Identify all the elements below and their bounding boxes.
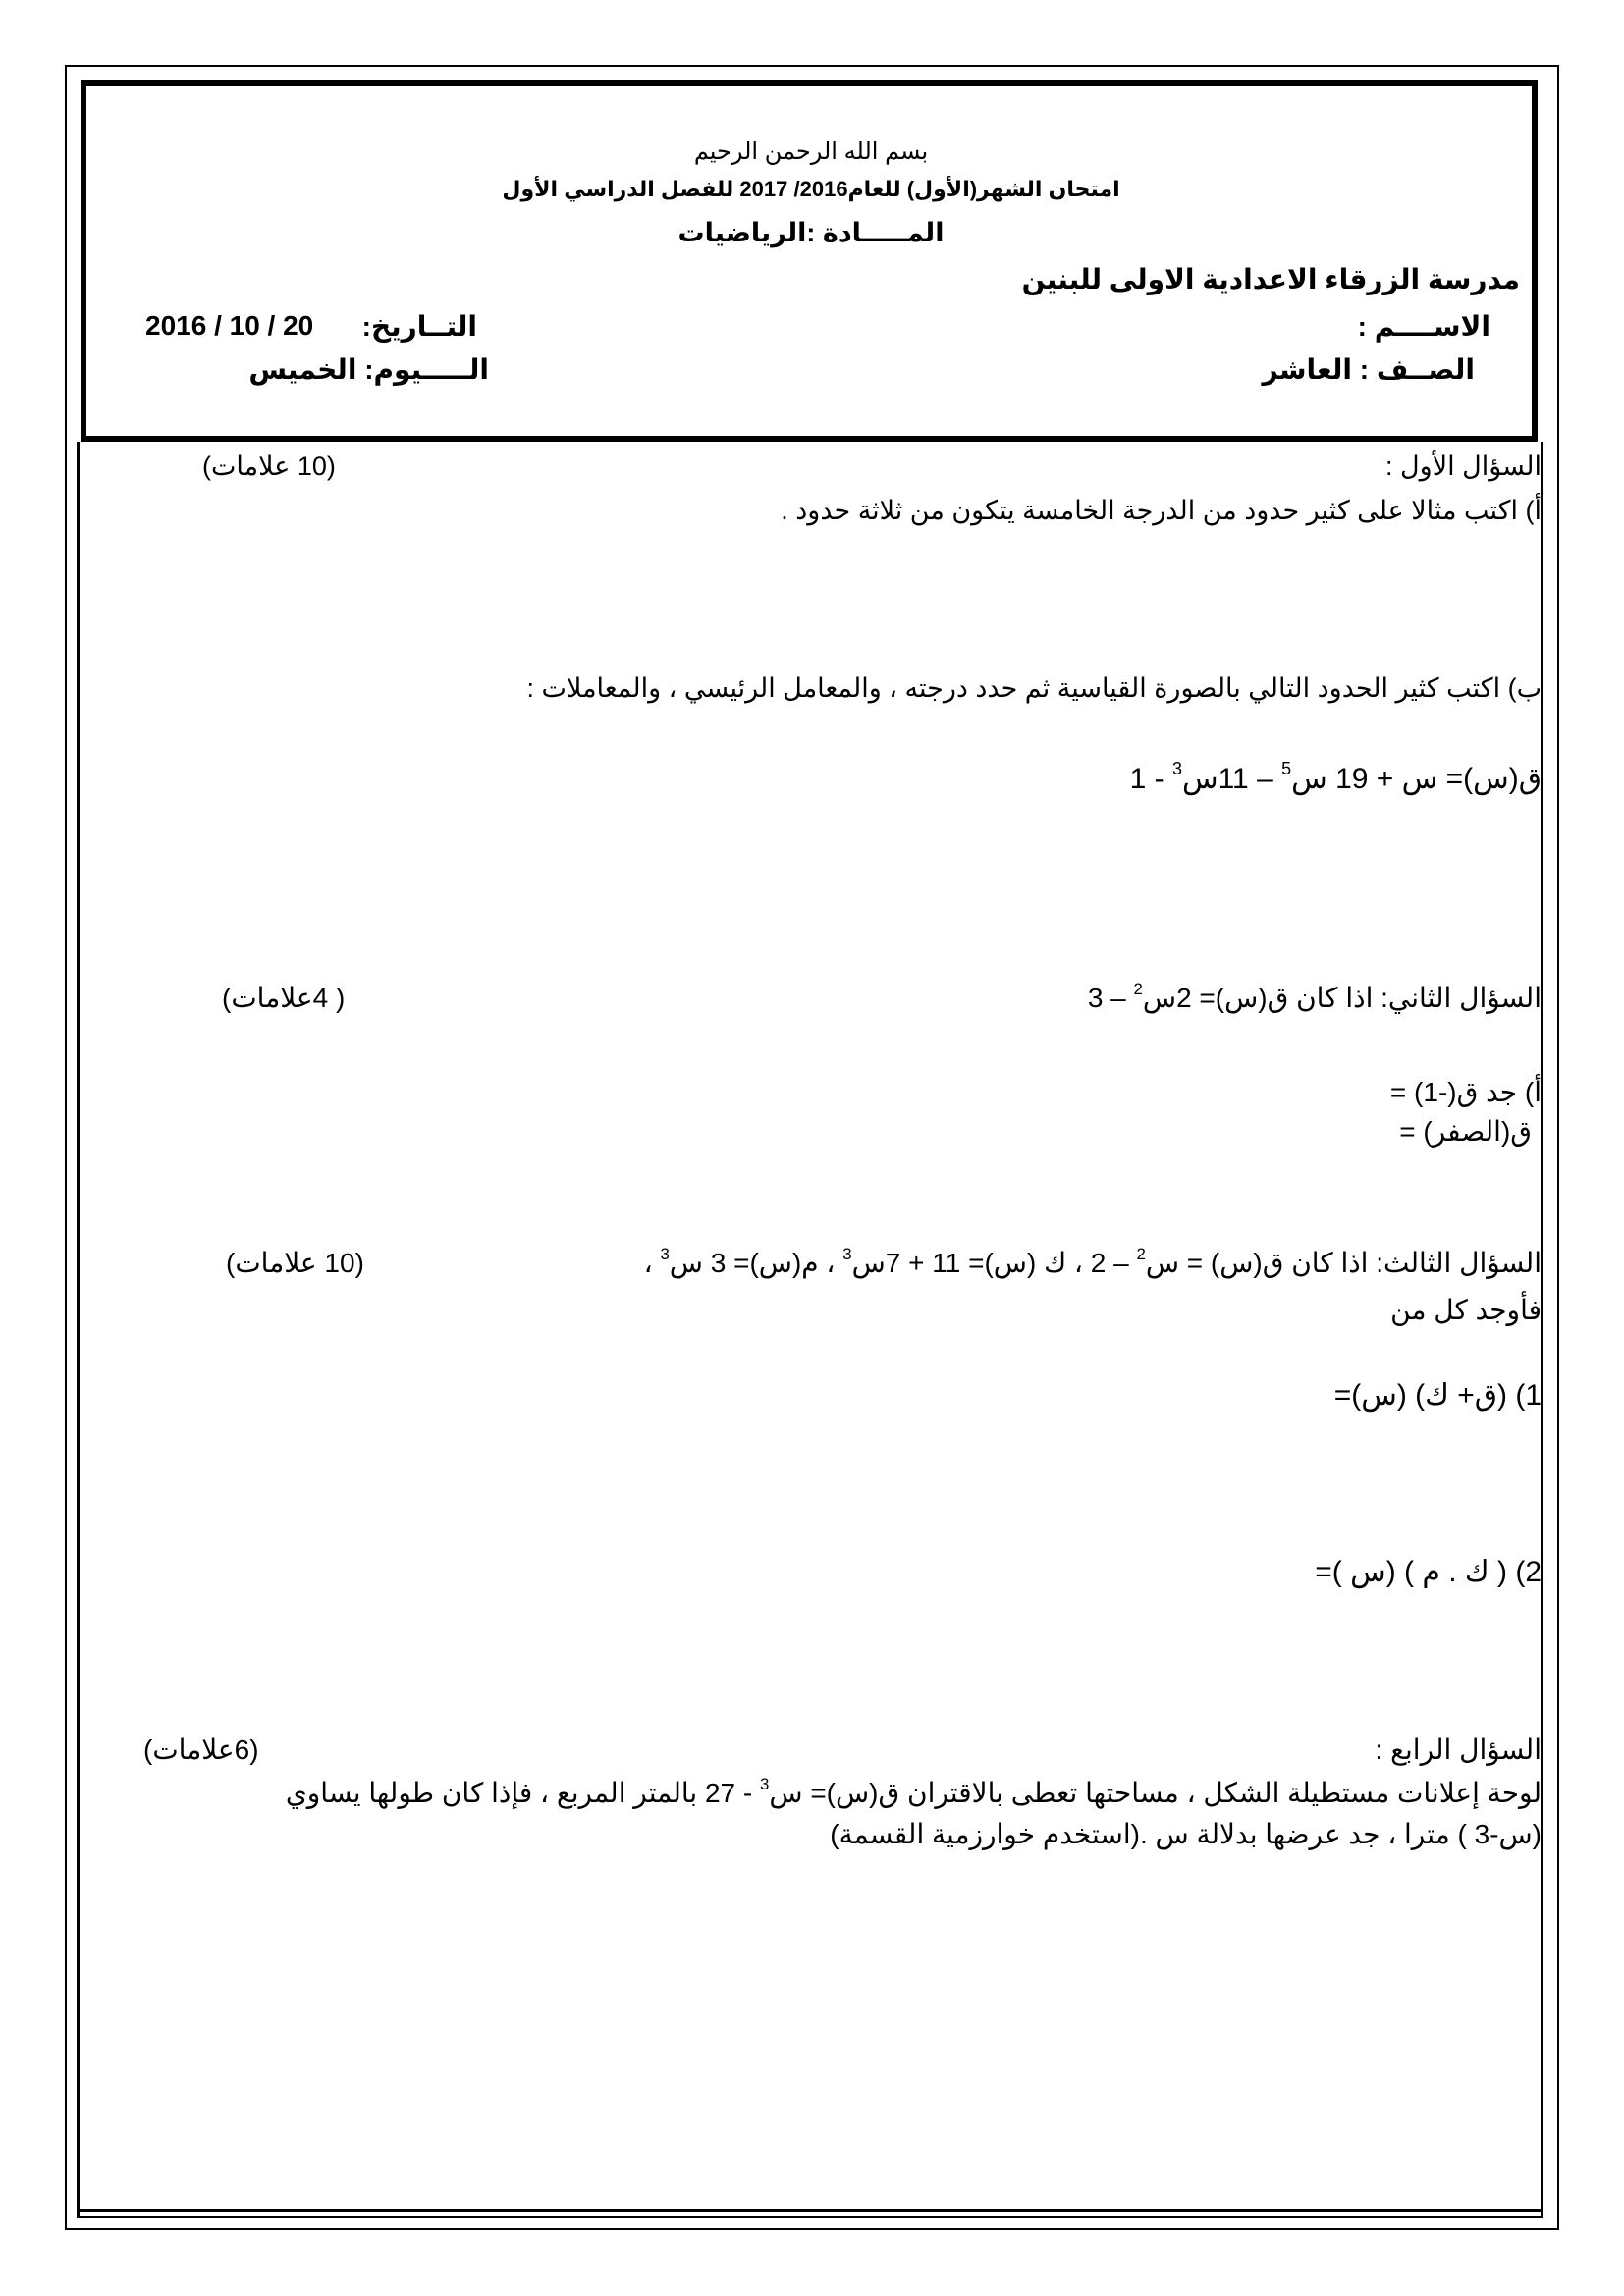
exam-title: امتحان الشهر(الأول) للعام2016/ 2017 للفصل الدراسي الأول [502,177,1120,201]
school-name: مدرسة الزرقاء الاعدادية الاولى للبنين [1021,264,1520,294]
q4-line-2: (س-3 ) مترا ، جد عرضها بدلالة س .(استخدم خوارزمية القسمة) [830,1819,1542,1849]
q1-part-b: ب) اكتب كثير الحدود التالي بالصورة القياسية ثم حدد درجته ، والمعامل الرئيسي ، والمعاملات : [526,673,1542,703]
q2-title: السؤال الثاني: اذا كان ق(س)= 2س$^2$ – 3 [1087,980,1542,1013]
q4-marks: (6علامات) [143,1735,259,1765]
q1-title: السؤال الأول : [1385,452,1542,481]
basmala: بسم الله الرحمن الرحيم [693,138,929,165]
q4-title: السؤال الرابع : [1375,1735,1542,1765]
exam-header-box [81,80,1538,442]
q3-item-1: 1) (ق+ ك) (س)= [1333,1379,1542,1412]
q1-polynomial: ق(س)= س + 19 س$^5$ – 11س$^3$ - 1 [1129,759,1542,795]
q4-line-1: لوحة إعلانات مستطيلة الشكل ، مساحتها تعطى بالاقتران ق(س)= س$^3$ - 27 بالمتر المربع ، فإذا كان طولها يساوي [285,1775,1542,1808]
day-label: الـــــيوم: الخميس [248,354,489,385]
q3-intro: السؤال الثالث: اذا كان ق(س) = س$^2$ – 2 ، ك (س)= 11 + 7س$^3$ ، م(س)= 3 س$^3$ ، [643,1245,1542,1278]
q2-marks: ( 4علامات) [222,983,346,1013]
q3-find: فأوجد كل من [1390,1295,1542,1325]
q1-part-a: أ) اكتب مثالا على كثير حدود من الدرجة الخامسة يتكون من ثلاثة حدود . [781,496,1542,525]
q3-item-2: 2) ( ك . م ) (س )= [1315,1556,1542,1588]
subject-label: المـــــادة :الرياضيات [677,218,945,247]
date-label: التــاريخ: [361,311,477,342]
q3-marks: (10 علامات) [226,1248,364,1278]
student-name-label: الاســــم : [1357,311,1490,342]
q1-marks: (10 علامات) [202,452,336,481]
exam-body-frame [77,442,1543,2218]
date-value: 2016 / 10 / 20 [145,310,314,341]
class-label: الصــف : العاشر [1262,354,1475,385]
q2-part-a: أ) جد ق(-1) = [1389,1077,1542,1107]
q2-part-b: ق(الصفر) = [1399,1116,1532,1147]
